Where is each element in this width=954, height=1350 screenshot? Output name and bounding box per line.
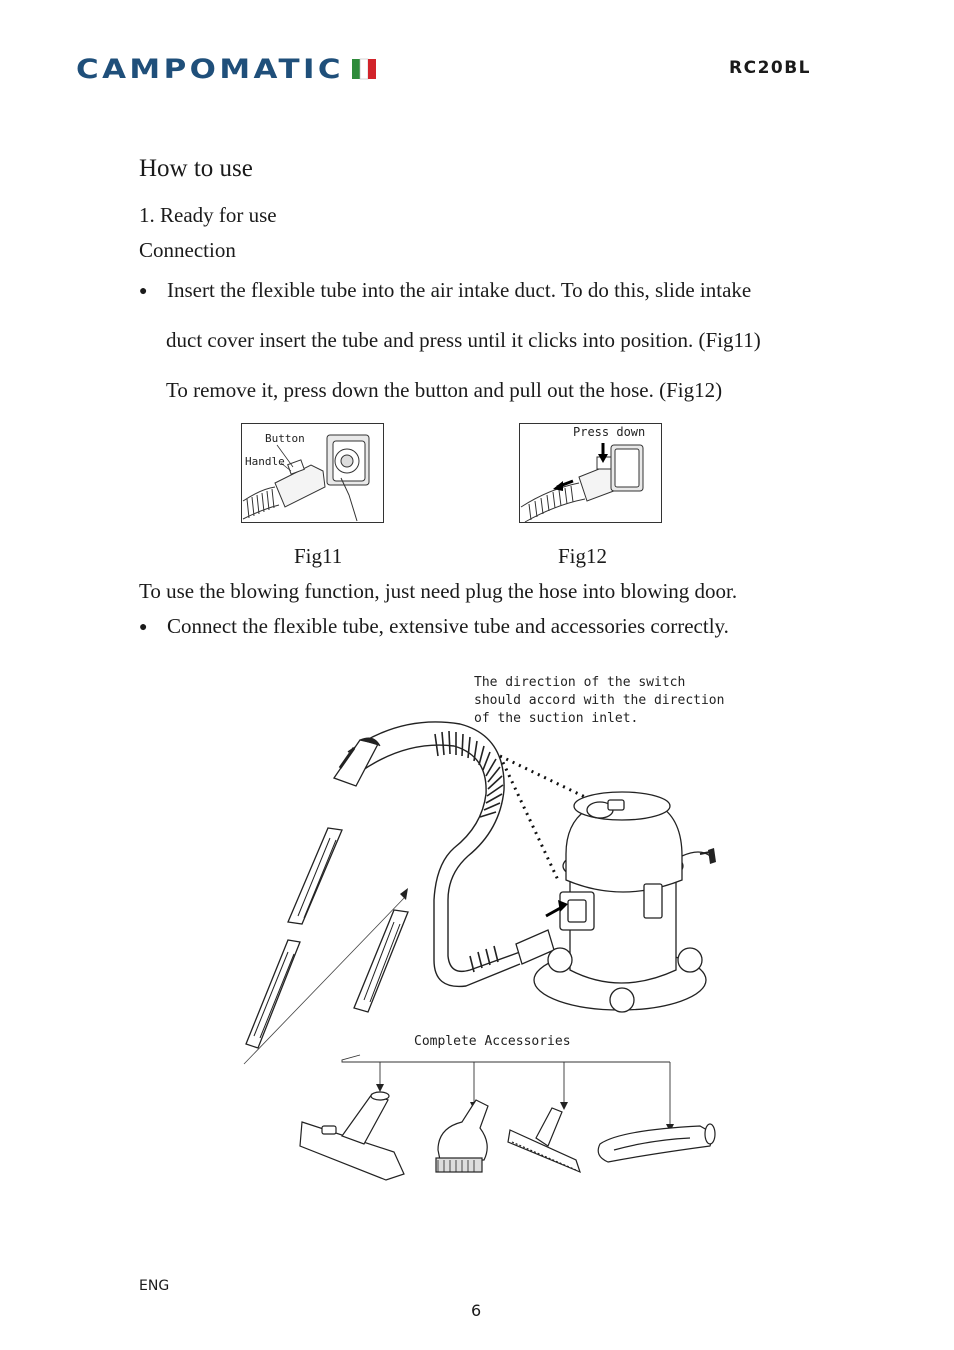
fig11-button-label: Button bbox=[265, 432, 305, 445]
diagram-note-line3: of the suction inlet. bbox=[474, 711, 639, 726]
vacuum-assembly-diagram bbox=[230, 660, 740, 1190]
sub-heading: 1. Ready for use bbox=[139, 203, 277, 227]
bullet-dot-icon: ● bbox=[139, 284, 148, 299]
bullet1-line3: To remove it, press down the button and pull out the hose. (Fig12) bbox=[166, 378, 723, 402]
diagram-note-line1: The direction of the switch bbox=[474, 675, 686, 690]
bullet2-text: Connect the flexible tube, extensive tube and accessories correctly. bbox=[167, 614, 729, 638]
model-code: RC20BL bbox=[729, 58, 812, 78]
connection-label: Connection bbox=[139, 238, 236, 262]
page-number: 6 bbox=[471, 1301, 482, 1320]
fig11-image bbox=[241, 423, 384, 523]
bullet1-line1: Insert the flexible tube into the air intake duct. To do this, slide intake bbox=[167, 278, 752, 302]
brand-name: CAMPOMATIC bbox=[76, 54, 344, 85]
crevice-tool-icon bbox=[598, 1124, 715, 1162]
footer-language: ENG bbox=[139, 1278, 170, 1294]
fig12-caption: Fig12 bbox=[558, 544, 608, 568]
bullet1-line2: duct cover insert the tube and press until it clicks into position. (Fig11) bbox=[166, 328, 761, 352]
bullet-dot-icon: ● bbox=[139, 620, 148, 635]
upholstery-tool-icon bbox=[508, 1108, 580, 1172]
fig12-image bbox=[519, 423, 662, 523]
floor-brush-icon bbox=[300, 1092, 404, 1180]
diagram-note-line2: should accord with the direction bbox=[474, 693, 725, 708]
section-title: How to use bbox=[139, 155, 253, 182]
fig11-caption: Fig11 bbox=[294, 544, 343, 568]
italian-flag-icon bbox=[352, 59, 376, 79]
accessories-label: Complete Accessories bbox=[414, 1034, 571, 1049]
blowing-text: To use the blowing function, just need plug the hose into blowing door. bbox=[139, 579, 738, 603]
fig12-press-label: Press down bbox=[573, 425, 646, 439]
brand-logo bbox=[76, 54, 386, 86]
fig11-handle-label: Handle bbox=[245, 455, 285, 468]
dusting-brush-icon bbox=[436, 1100, 488, 1172]
